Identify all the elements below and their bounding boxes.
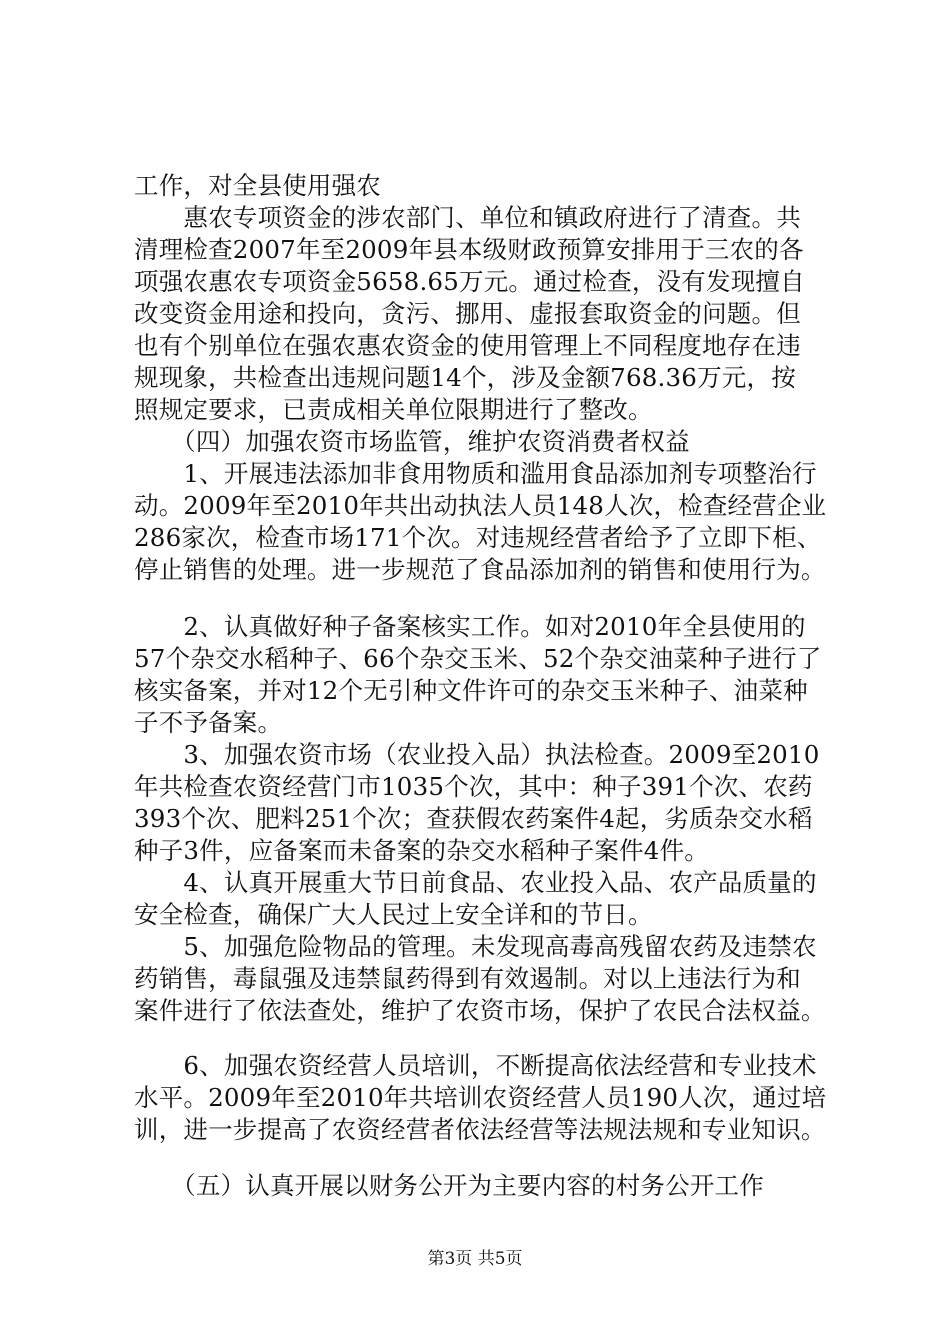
text-line: 子不予备案。 <box>134 708 283 737</box>
text-line: 水平。2009年至2010年共培训农资经营人员190人次，通过培 <box>134 1083 827 1112</box>
text-line: 核实备案，并对12个无引种文件许可的杂交玉米种子、油菜种 <box>134 676 808 705</box>
text-line: 安全检查，确保广大人民过上安全详和的节日。 <box>134 900 653 929</box>
text-line: 年共检查农资经营门市1035个次，其中：种子391个次、农药 <box>134 772 813 801</box>
page-footer: 第3页 共5页 <box>427 1249 523 1269</box>
text-line: 种子3件，应备案而未备案的杂交水稻种子案件4件。 <box>134 836 709 865</box>
text-line: 药销售，毒鼠强及违禁鼠药得到有效遏制。对以上违法行为和 <box>134 964 801 993</box>
text-line: 3、加强农资市场（农业投入品）执法检查。2009至2010 <box>134 740 820 769</box>
text-line: 393个次、肥料251个次；查获假农药案件4起，劣质杂交水稻 <box>134 804 813 833</box>
text-line: 2、认真做好种子备案核实工作。如对2010年全县使用的 <box>134 612 806 641</box>
text-line: 1、开展违法添加非食用物质和滥用食品添加剂专项整治行 <box>134 459 817 488</box>
section-heading: （五）认真开展以财务公开为主要内容的村务公开工作 <box>134 1171 764 1200</box>
text-line: 规现象，共检查出违规问题14个，涉及金额768.36万元，按 <box>134 363 796 392</box>
text-line: 案件进行了依法查处，维护了农资市场，保护了农民合法权益。 <box>134 996 826 1025</box>
text-line: 照规定要求，已责成相关单位限期进行了整改。 <box>134 395 653 424</box>
text-line: 项强农惠农专项资金5658.65万元。通过检查，没有发现擅自 <box>134 267 805 296</box>
text-line: 训，进一步提高了农资经营者依法经营等法规法规和专业知识。 <box>134 1115 826 1144</box>
text-line: 动。2009年至2010年共出动执法人员148人次，检查经营企业 <box>134 491 827 520</box>
text-line: 5、加强危险物品的管理。未发现高毒高残留农药及违禁农 <box>134 932 817 961</box>
text-line: 清理检查2007年至2009年县本级财政预算安排用于三农的各 <box>134 235 804 264</box>
text-line: 惠农专项资金的涉农部门、单位和镇政府进行了清查。共 <box>134 203 801 232</box>
text-line: 停止销售的处理。进一步规范了食品添加剂的销售和使用行为。 <box>134 555 826 584</box>
text-line: 286家次，检查市场171个次。对违规经营者给予了立即下柜、 <box>134 523 822 552</box>
text-line: 工作，对全县使用强农 <box>134 171 381 200</box>
text-line: 改变资金用途和投向，贪污、挪用、虚报套取资金的问题。但 <box>134 299 801 328</box>
text-line: 也有个别单位在强农惠农资金的使用管理上不同程度地存在违 <box>134 331 801 360</box>
text-line: 4、认真开展重大节日前食品、农业投入品、农产品质量的 <box>134 868 817 897</box>
text-line: 57个杂交水稻种子、66个杂交玉米、52个杂交油菜种子进行了 <box>134 644 822 673</box>
text-line: 6、加强农资经营人员培训，不断提高依法经营和专业技术 <box>134 1051 817 1080</box>
section-heading: （四）加强农资市场监管，维护农资消费者权益 <box>134 427 690 456</box>
